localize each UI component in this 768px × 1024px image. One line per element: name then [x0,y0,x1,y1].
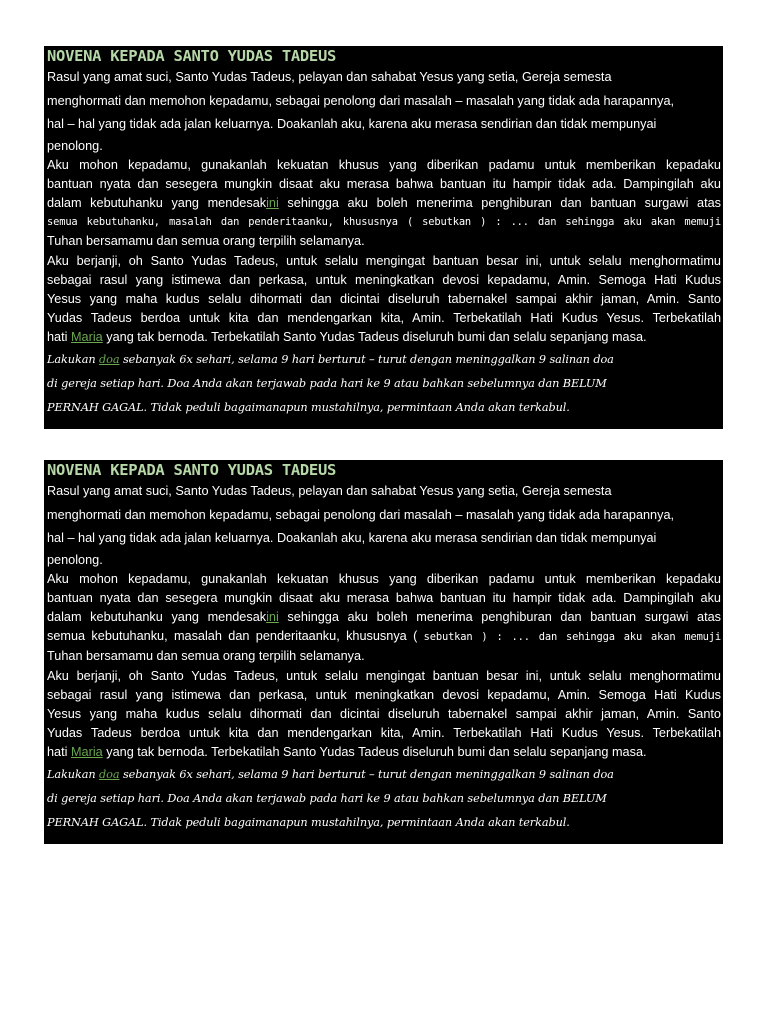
prayer-paragraph-request [47,156,721,252]
request-line: bantuan nyata dan sesegera mungkin disaat aku merasa bahwa bantuan itu hampir tidak ada. Dampingilah aku [47,590,721,605]
ini-link[interactable]: ini [266,609,279,624]
prayer-paragraph-intro [47,480,721,570]
request-line-mono: semua kebutuhanku, masalah dan penderitaanku, khususnya ( sebutkan ) : ... dan sehingga aku akan memuji [47,216,721,229]
promise-line: Aku berjanji, oh Santo Yudas Tadeus, untuk selalu mengingat bantuan besar ini, untuk selalu menghormatimu [47,668,721,683]
intro-line: penolong. [47,138,103,153]
promise-line: Yesus yang maha kudus selalu dihormati dan dicintai diseluruh tabernakel sampai akhir jaman, Amin. Santo [47,291,721,306]
maria-link[interactable]: Maria [70,745,103,760]
instruction-text: Lakukan [47,767,100,781]
instruction-line: di gereja setiap hari. Doa Anda akan terjawab pada hari ke 9 atau bahkan sebelumnya dan BELUM [47,791,607,805]
intro-line: menghormati dan memohon kepadamu, sebagai penolong dari masalah – masalah yang tidak ada harapannya, [47,507,675,522]
promise-line: Yudas Tadeus berdoa untuk kita dan mendengarkan kita, Amin. Terbekatilah Hati Kudus Yesus. Terbekatilah [47,311,721,326]
intro-line: Rasul yang amat suci, Santo Yudas Tadeus, pelayan dan sahabat Yesus yang setia, Gereja semesta [47,484,612,498]
request-line [47,194,721,213]
promise-line [47,743,721,762]
request-line [47,608,721,627]
doa-link[interactable]: doa [99,352,120,366]
instruction-line [47,763,721,787]
novena-block-2 [44,460,723,844]
prayer-paragraph-request [47,570,721,667]
doa-link[interactable]: doa [99,767,120,781]
instruction-line [47,348,721,372]
promise-line: Aku berjanji, oh Santo Yudas Tadeus, untuk selalu mengingat bantuan besar ini, untuk selalu menghormatimu [47,253,721,268]
promise-line: Yudas Tadeus berdoa untuk kita dan mendengarkan kita, Amin. Terbekatilah Hati Kudus Yesus. Terbekatilah [47,726,721,741]
request-text: dalam kebutuhanku yang mendesak [47,195,267,210]
promise-line: sebagai rasul yang istimewa dan perkasa, untuk meningkatkan devosi kepadamu, Amin. Semoga Hati Kudus [47,687,721,702]
instruction-line: PERNAH GAGAL. Tidak peduli bagaimanapun mustahilnya, permintaan Anda akan terkabul. [47,400,570,414]
maria-link[interactable]: Maria [70,330,103,345]
request-line: Aku mohon kepadamu, gunakanlah kekuatan khusus yang diberikan padamu untuk memberikan kepadaku [47,157,721,172]
promise-text: yang tak bernoda. Terbekatilah Santo Yudas Tadeus diseluruh bumi dan selalu sepanjang masa. [102,745,647,760]
instruction-line: di gereja setiap hari. Doa Anda akan terjawab pada hari ke 9 atau bahkan sebelumnya dan BELUM [47,376,607,390]
promise-text: hati [47,745,71,760]
promise-line [47,328,721,347]
prayer-paragraph-promise [47,252,721,348]
promise-text: yang tak bernoda. Terbekatilah Santo Yudas Tadeus diseluruh bumi dan selalu sepanjang masa. [102,330,647,345]
intro-line: penolong. [47,552,103,567]
request-line: bantuan nyata dan sesegera mungkin disaat aku merasa bahwa bantuan itu hampir tidak ada. Dampingilah aku [47,176,721,191]
promise-line: sebagai rasul yang istimewa dan perkasa, untuk meningkatkan devosi kepadamu, Amin. Semoga Hati Kudus [47,272,721,287]
request-line: Tuhan bersamamu dan semua orang terpilih selamanya. [47,649,365,664]
request-text: sehingga aku boleh menerima penghiburan dan bantuan surgawi atas [278,609,721,624]
instruction-paragraph [47,348,721,420]
novena-title: NOVENA KEPADA SANTO YUDAS TADEUS [47,47,337,65]
request-line [47,627,721,647]
request-text-mono: sebutkan ) : ... dan sehingga aku akan memuji [423,631,721,644]
instruction-text: sebanyak 6x sehari, selama 9 hari berturut – turut dengan meninggalkan 9 salinan doa [119,767,614,781]
instruction-paragraph [47,763,721,835]
promise-line: Yesus yang maha kudus selalu dihormati dan dicintai diseluruh tabernakel sampai akhir jaman, Amin. Santo [47,706,721,721]
intro-line: hal – hal yang tidak ada jalan keluarnya. Doakanlah aku, karena aku merasa sendirian dan tidak mempunyai [47,531,657,545]
request-text: sehingga aku boleh menerima penghiburan dan bantuan surgawi atas [278,195,721,210]
intro-line: hal – hal yang tidak ada jalan keluarnya. Doakanlah aku, karena aku merasa sendirian dan tidak mempunyai [47,117,657,131]
request-text: dalam kebutuhanku yang mendesak [47,609,267,624]
prayer-paragraph-promise [47,667,721,763]
request-line: Aku mohon kepadamu, gunakanlah kekuatan khusus yang diberikan padamu untuk memberikan kepadaku [47,571,721,586]
ini-link[interactable]: ini [266,195,279,210]
intro-line: menghormati dan memohon kepadamu, sebagai penolong dari masalah – masalah yang tidak ada harapannya, [47,93,675,108]
instruction-line: PERNAH GAGAL. Tidak peduli bagaimanapun mustahilnya, permintaan Anda akan terkabul. [47,815,570,829]
request-text: semua kebutuhanku, masalah dan penderitaanku, khususnya ( [47,629,424,644]
request-line: Tuhan bersamamu dan semua orang terpilih selamanya. [47,234,365,249]
novena-block-1 [44,46,723,429]
instruction-text: Lakukan [47,352,100,366]
promise-text: hati [47,330,71,345]
instruction-text: sebanyak 6x sehari, selama 9 hari berturut – turut dengan meninggalkan 9 salinan doa [119,352,614,366]
novena-title: NOVENA KEPADA SANTO YUDAS TADEUS [47,461,337,479]
intro-line: Rasul yang amat suci, Santo Yudas Tadeus, pelayan dan sahabat Yesus yang setia, Gereja semesta [47,70,612,84]
prayer-paragraph-intro [47,66,721,156]
